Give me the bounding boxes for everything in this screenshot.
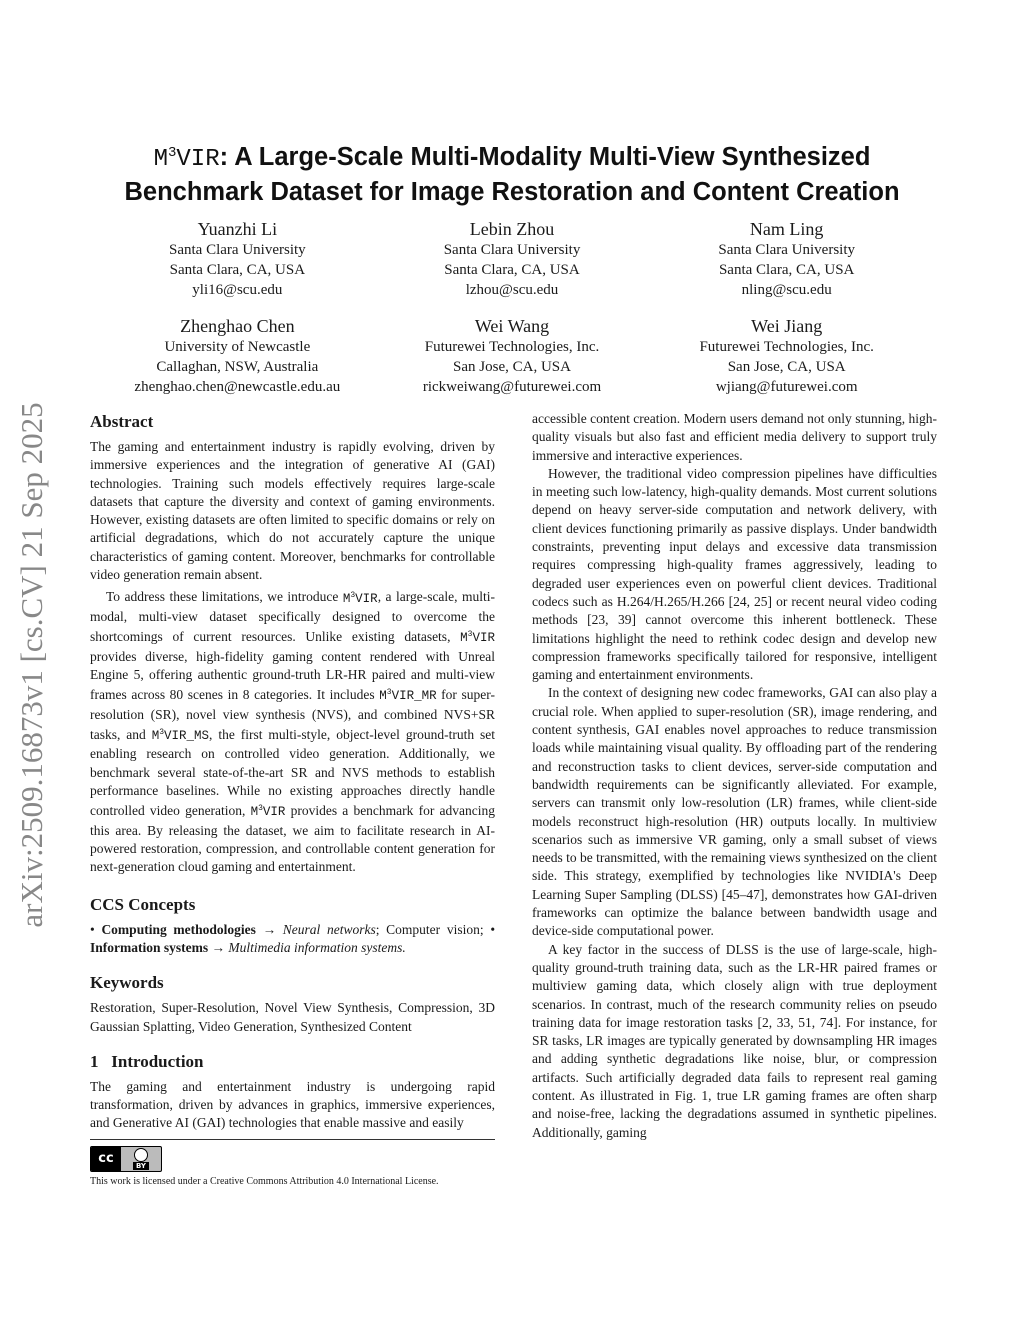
person-icon bbox=[134, 1148, 148, 1162]
author-block bbox=[375, 315, 650, 397]
author-block bbox=[100, 315, 375, 397]
author-affiliation: Santa Clara University bbox=[169, 242, 306, 258]
author-location: San Jose, CA, USA bbox=[453, 359, 571, 375]
authors-row-2 bbox=[100, 315, 924, 397]
introduction-paragraph-2: However, the traditional video compression pipelines have difficulties in meeting such low-latency, high-quality demands. Most current solutions depend on heavy server-side computation and network delivery, with client devices functioning primarily as passive displays. Under bandwidth constraints, preventing input delays and excessive data transmission requires compressing high-quality frames aggressively, leading to degraded user experiences even on powerful client devices. Traditional codecs such as H.264/H.265/H.266 [24, 25] or recent neural video coding methods [23, 39] cannot overcome this inherent bottleneck. These limitations highlight the need to rethink codec design and develop new compression frameworks specifically tailored for responsive, intelligent gaming and entertainment environments. bbox=[532, 465, 937, 683]
author-block bbox=[649, 218, 924, 300]
dataset-ms-name: $M^3VIR\_MS$ bbox=[151, 727, 210, 744]
author-email: wjiang@futurewei.com bbox=[715, 379, 858, 395]
abstract-paragraph-1: The gaming and entertainment industry is rapidly evolving, driven by immersive experiences and the integration of generative AI (GAI) technologies. Training such models effectively requires large-scale datasets that capture the diversity and context of gaming environments. However, existing datasets are often limited to specific domains or rely on artificial degradations, which do not accurately capture the unique characteristics of gaming content. Moreover, benchmarks for controllable video generation remain absent. bbox=[90, 439, 495, 583]
author-email: zhenghao.chen@newcastle.edu.au bbox=[134, 379, 341, 395]
dataset-name: $M^3VIR$ bbox=[153, 145, 220, 173]
ccs-concepts: • Computing methodologies → Neural networks; Computer vision; • Information systems → Multimedia information systems. bbox=[90, 921, 496, 955]
right-column bbox=[532, 410, 937, 1142]
author-affiliation: Santa Clara University bbox=[443, 242, 581, 258]
ccs-heading: CCS Concepts bbox=[90, 894, 196, 914]
author-name: Lebin Zhou bbox=[469, 219, 555, 239]
arxiv-identifier-text: arXiv:2509.16873v1 [cs.CV] 21 Sep 2025 bbox=[14, 402, 49, 928]
authors-row-1 bbox=[100, 218, 924, 300]
abstract-heading: Abstract bbox=[90, 412, 154, 431]
author-affiliation: Futurewei Technologies, Inc. bbox=[424, 339, 600, 355]
introduction-paragraph-3: In the context of designing new codec frameworks, GAI can also play a crucial role. When applied to super-resolution (SR), image rendering, and content synthesis, GAI enables novel approaches to reduce transmission loads while maintaining visual quality. By offloading part of the rendering and reconstruction tasks to client devices, server-side computation and bandwidth requirements can be significantly alleviated. For example, servers can transmit only low-resolution (LR) frames, while client-side models reconstruct high-resolution (HR) outputs locally. In multiview scenarios such as immersive VR gaming, only a small subset of views needs to be transmitted, with the remaining views synthesized on the client side. This strategy, exemplified by technologies like NVIDIA's Deep Learning Super Sampling (DLSS) [45–47], demonstrates how GAI-driven frameworks can optimize the balance between bandwidth usage and device-side computational power. bbox=[532, 685, 937, 939]
arxiv-identifier bbox=[4, 375, 60, 955]
keywords-text: Restoration, Super-Resolution, Novel View Synthesis, Compression, 3D Gaussian Splatting, Video Generation, Synthesized Content bbox=[90, 1000, 495, 1034]
license-block bbox=[90, 1139, 495, 1187]
author-block bbox=[649, 315, 924, 397]
abstract-paragraph-2: To address these limitations, we introduce $M^3VIR$, a large-scale, multi-modal, multi-view dataset specifically designed to overcome the shortcomings of current resources. Unlike existing datasets, $M^3VIR$ provides diverse, high-fidelity gaming content rendered with Unreal Engine 5, offering authentic ground-truth LR-HR paired and multi-view frames across 80 scenes in 8 categories. It includes $M^3VIR\_MR$ for super-resolution (SR), novel view synthesis (NVS), and combined NVS+SR tasks, and $M^3VIR\_MS$, the first multi-style, object-level ground-truth set enabling research on controlled video generation. Additionally, we benchmark several state-of-the-art SR and NVS methods to establish performance baselines. While no existing approaches directly handle controlled video generation, $M^3VIR$ provides a benchmark for advancing this area. By releasing the dataset, we aim to facilitate research in AI-powered restoration, compression, and controllable content generation for next-generation cloud gaming and entertainment. bbox=[90, 589, 495, 875]
introduction-heading: 1 Introduction bbox=[90, 1051, 204, 1071]
title-line-2: Benchmark Dataset for Image Restoration and Content Creation bbox=[124, 178, 900, 206]
introduction-paragraph-1-start: The gaming and entertainment industry is undergoing rapid transformation, driven by advances in graphics, immersive experiences, and Generative AI (GAI) technologies that enable massive and easily bbox=[90, 1078, 495, 1131]
author-email: rickweiwang@futurewei.com bbox=[422, 379, 602, 395]
author-name: Yuanzhi Li bbox=[197, 219, 278, 239]
author-location: Santa Clara, CA, USA bbox=[444, 262, 580, 278]
author-email: nling@scu.edu bbox=[741, 282, 832, 298]
author-location: Santa Clara, CA, USA bbox=[169, 262, 306, 278]
author-affiliation: Futurewei Technologies, Inc. bbox=[699, 339, 874, 355]
paper-title bbox=[60, 137, 964, 209]
by-attribution-icon: BY bbox=[121, 1148, 161, 1170]
author-name: Wei Jiang bbox=[751, 316, 823, 336]
cc-logo-icon: cc bbox=[91, 1147, 121, 1171]
author-name: Zhenghao Chen bbox=[180, 316, 295, 336]
dataset-name-inline: $M^3VIR$ bbox=[342, 590, 378, 606]
author-affiliation: University of Newcastle bbox=[164, 339, 311, 355]
author-affiliation: Santa Clara University bbox=[718, 242, 855, 258]
dataset-mr-name: $M^3VIR\_MR$ bbox=[379, 688, 437, 704]
dataset-name-inline: $M^3VIR$ bbox=[460, 630, 495, 646]
author-location: San Jose, CA, USA bbox=[727, 359, 846, 375]
author-name: Nam Ling bbox=[749, 219, 824, 239]
cc-by-license-icon bbox=[90, 1146, 162, 1172]
author-location: Callaghan, NSW, Australia bbox=[156, 359, 319, 375]
author-location: Santa Clara, CA, USA bbox=[718, 262, 855, 278]
author-email: yli16@scu.edu bbox=[192, 282, 283, 298]
dataset-name-inline: $M^3VIR$ bbox=[250, 804, 286, 820]
title-line-1: $M^3VIR$: A Large-Scale Multi-Modality Multi-View Synthesized bbox=[153, 143, 871, 173]
license-text: This work is licensed under a Creative Commons Attribution 4.0 International License. bbox=[90, 1175, 439, 1187]
author-block bbox=[375, 218, 650, 300]
author-email: lzhou@scu.edu bbox=[465, 282, 559, 298]
keywords-heading: Keywords bbox=[90, 973, 164, 993]
introduction-paragraph-4: A key factor in the success of DLSS is the use of large-scale, high-quality ground-truth training data, such as the LR-HR paired frames or multiview gaming data, which closely align with true deployment scenarios. In contrast, much of the research community relies on pseudo training data for image restoration tasks [2, 33, 51, 74]. For instance, for SR tasks, LR images are typically generated by downsampling HR images and adding synthetic degradations like noise, blur, or compression artifacts. Such artificially degraded data fails to represent real gaming content. As illustrated in Fig. 1, true LR gaming frames are often sharp and noise-free, lacking the degradations assumed in synthetic pipelines. Additionally, gaming bbox=[532, 941, 937, 1140]
left-column bbox=[90, 410, 495, 1187]
author-block bbox=[100, 218, 375, 300]
introduction-paragraph-1-continued: accessible content creation. Modern users demand not only stunning, high-quality visuals but also fast and efficient media delivery to support truly immersive and interactive experiences. bbox=[532, 411, 937, 463]
author-name: Wei Wang bbox=[474, 316, 550, 336]
